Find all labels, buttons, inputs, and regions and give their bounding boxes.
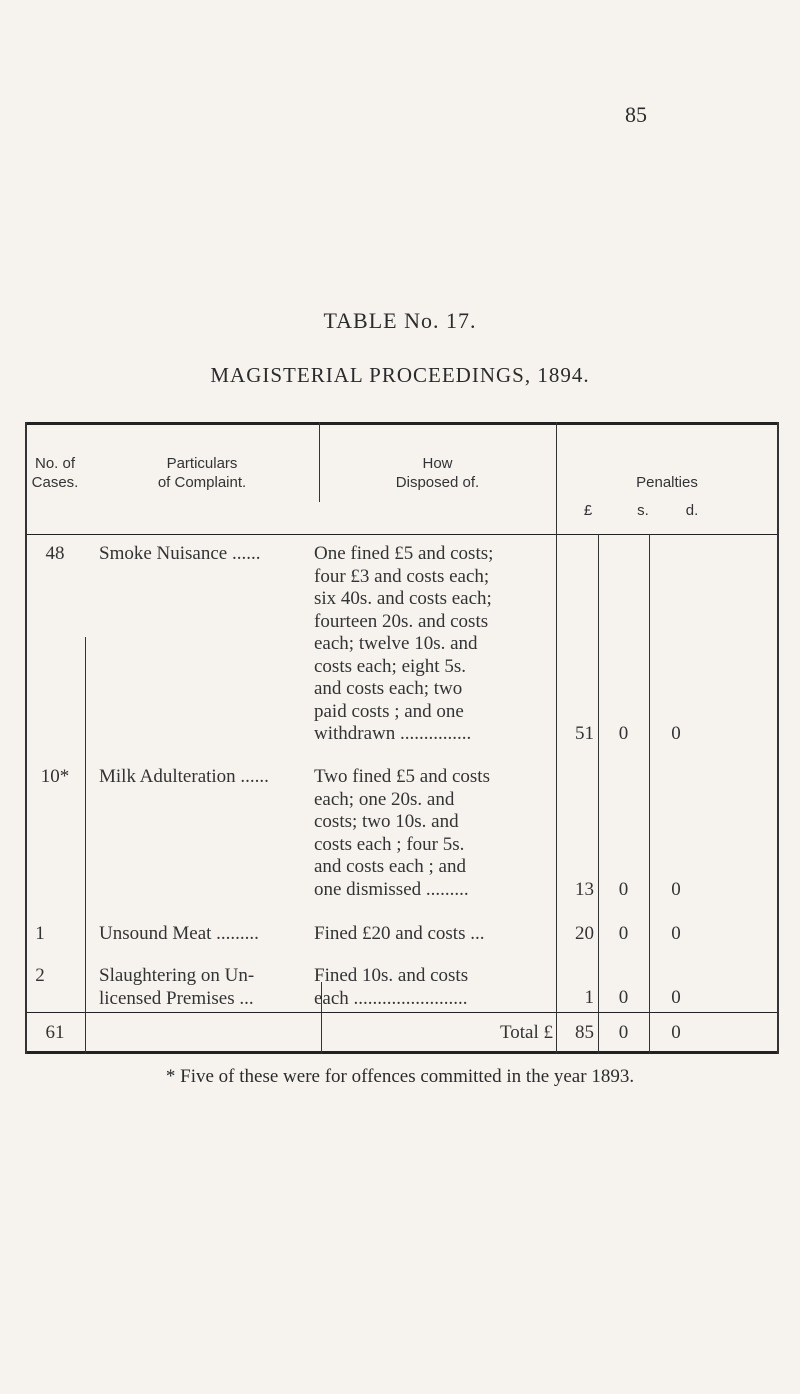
page-number: 85 (625, 102, 647, 127)
row-3-disposed: Fined £20 and costs ... (314, 923, 485, 944)
row-4-shillings: 0 (618, 987, 629, 1008)
header-shillings: s. (637, 502, 649, 519)
proceedings-table (25, 422, 778, 1054)
row-1-pence: 0 (671, 723, 681, 744)
row-1-cases: 48 (45, 543, 65, 564)
col-divider-pounds (598, 534, 599, 1054)
col-divider-shillings (649, 534, 650, 1054)
row-4-cases: 2 (35, 965, 45, 986)
total-shillings: 0 (618, 1022, 629, 1043)
row-4-pounds: 1 (584, 987, 594, 1008)
row-2-pence: 0 (671, 879, 681, 900)
top-rule (25, 422, 778, 425)
table-subtitle: MAGISTERIAL PROCEEDINGS, 1894. (210, 363, 590, 387)
row-1-disposed: One fined £5 and costs; four £3 and costs each; six 40s. and costs each; fourteen 20s. and costs each; twelve 10s. and costs each; eight 5s. and costs each; two paid costs ; and one withdrawn ............... (314, 543, 494, 744)
header-disposed: How Disposed of. (395, 455, 480, 491)
header-rule (25, 534, 778, 535)
row-3-shillings: 0 (618, 923, 629, 944)
col-divider-cases (85, 637, 86, 1054)
total-label: Total £ (499, 1022, 553, 1043)
row-3-pounds: 20 (575, 923, 594, 944)
header-pounds: £ (583, 502, 593, 519)
row-1-pounds: 51 (575, 723, 594, 744)
row-1-shillings: 0 (618, 723, 629, 744)
header-penalties: Penalties (636, 474, 698, 491)
bottom-rule (25, 1051, 778, 1054)
row-3-pence: 0 (671, 923, 681, 944)
row-3-particulars: Unsound Meat ......... (99, 923, 259, 944)
row-3-cases: 1 (35, 923, 45, 944)
left-border (25, 422, 27, 1054)
header-cases: No. of Cases. (31, 455, 79, 491)
header-particulars: Particulars of Complaint. (157, 455, 247, 491)
footnote: * Five of these were for offences committed in the year 1893. (165, 1066, 635, 1087)
total-cases: 61 (45, 1022, 65, 1043)
total-rule (25, 1012, 778, 1013)
row-2-shillings: 0 (618, 879, 629, 900)
row-2-pounds: 13 (575, 879, 594, 900)
row-2-disposed: Two fined £5 and costs each; one 20s. and costs; two 10s. and costs each ; four 5s. and costs each ; and one dismissed ......... (314, 766, 490, 900)
right-border (777, 422, 779, 1054)
header-pence: d. (685, 502, 699, 519)
row-2-cases: 10* (40, 766, 70, 787)
row-2-particulars: Milk Adulteration ...... (99, 766, 269, 787)
row-4-particulars: Slaughtering on Un- licensed Premises ... (99, 965, 255, 1009)
total-pence: 0 (671, 1022, 681, 1043)
row-4-pence: 0 (671, 987, 681, 1008)
row-1-particulars: Smoke Nuisance ...... (99, 543, 261, 564)
row-4-disposed: Fined 10s. and costs each ........................ (314, 965, 469, 1009)
table-title: TABLE No. 17. (323, 308, 477, 333)
total-pounds: 85 (575, 1022, 594, 1043)
